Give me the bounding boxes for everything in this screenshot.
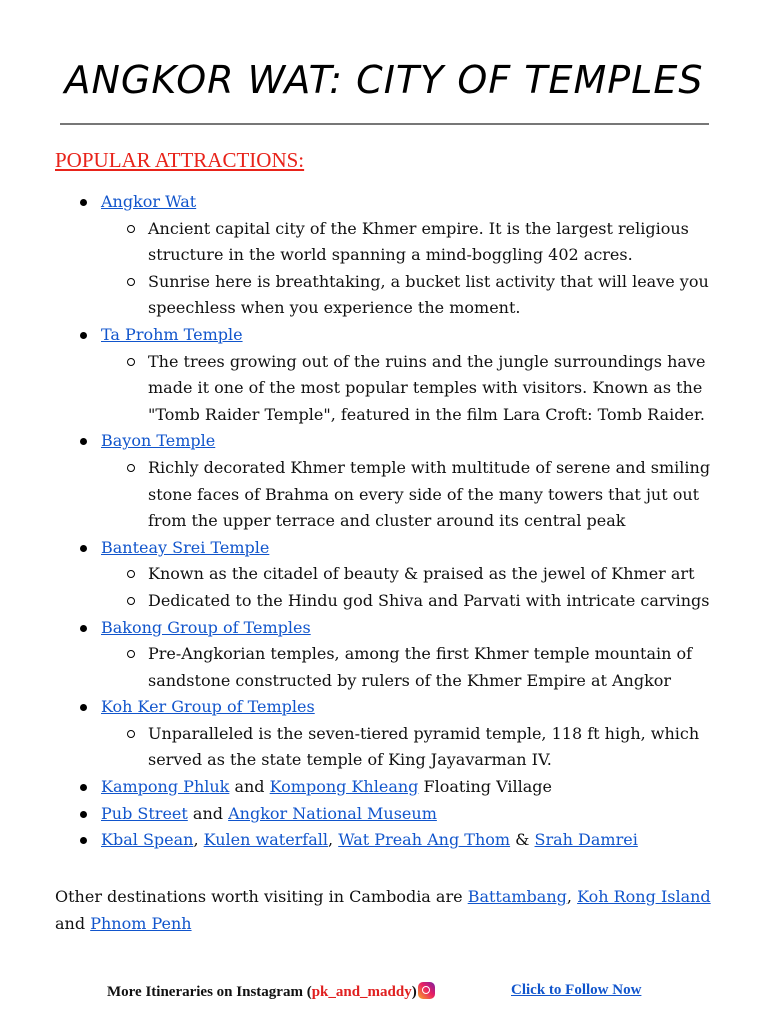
kampong-phluk-link[interactable]: Kampong Phluk bbox=[101, 777, 230, 797]
sub-list bbox=[101, 721, 725, 774]
sub-list bbox=[101, 455, 725, 535]
floating-village-text: Floating Village bbox=[423, 777, 552, 797]
sub-list-item: The trees growing out of the ruins and the jungle surroundings have made it one of the most popular temples with visitors. Known as the "Tomb Raider Temple", featured in the film Lara Croft: Tomb Raider. bbox=[101, 349, 725, 429]
ampersand-text: & bbox=[515, 830, 530, 850]
list-item bbox=[55, 827, 725, 854]
attractions-list-container bbox=[55, 189, 725, 854]
sub-list bbox=[101, 641, 725, 694]
instagram-promo bbox=[107, 982, 435, 1001]
koh-rong-island-link[interactable]: Koh Rong Island bbox=[577, 887, 711, 906]
attraction-link-koh-ker[interactable]: Koh Ker Group of Temples bbox=[101, 697, 315, 717]
kbal-spean-link[interactable]: Kbal Spean bbox=[101, 830, 194, 850]
list-item bbox=[55, 322, 725, 428]
kompong-khleang-link[interactable]: Kompong Khleang bbox=[269, 777, 419, 797]
sub-list-item: Known as the citadel of beauty & praised as the jewel of Khmer art bbox=[101, 561, 725, 588]
other-destinations-paragraph bbox=[55, 884, 715, 937]
title-divider bbox=[60, 123, 709, 125]
separator-text: , bbox=[193, 830, 199, 850]
wat-preah-ang-thom-link[interactable]: Wat Preah Ang Thom bbox=[338, 830, 511, 850]
conjunction-text: and bbox=[55, 913, 86, 933]
attraction-link-bakong[interactable]: Bakong Group of Temples bbox=[101, 617, 311, 637]
srah-damrei-link[interactable]: Srah Damrei bbox=[534, 830, 638, 850]
conjunction-text: and bbox=[192, 803, 223, 823]
other-destinations-intro: Other destinations worth visiting in Cambodia are bbox=[55, 887, 463, 906]
list-item bbox=[55, 774, 725, 801]
kulen-waterfall-link[interactable]: Kulen waterfall bbox=[203, 830, 328, 850]
instagram-promo-close: ) bbox=[411, 984, 417, 1000]
attraction-link-ta-prohm[interactable]: Ta Prohm Temple bbox=[101, 324, 243, 344]
sub-list-item: Dedicated to the Hindu god Shiva and Parvati with intricate carvings bbox=[101, 588, 725, 615]
sub-list-item: Richly decorated Khmer temple with multitude of serene and smiling stone faces of Brahma on every side of the many towers that jut out from the upper terrace and cluster around its central peak bbox=[101, 455, 725, 535]
instagram-icon[interactable] bbox=[418, 982, 435, 999]
attraction-link-bayon[interactable]: Bayon Temple bbox=[101, 431, 216, 451]
section-heading: POPULAR ATTRACTIONS: bbox=[55, 148, 305, 172]
phnom-penh-link[interactable]: Phnom Penh bbox=[90, 913, 192, 933]
attraction-link-angkor-wat[interactable]: Angkor Wat bbox=[101, 192, 197, 211]
attraction-link-banteay-srei[interactable]: Banteay Srei Temple bbox=[101, 537, 270, 557]
instagram-promo-text: More Itineraries on Instagram ( bbox=[107, 984, 312, 1000]
pub-street-link[interactable]: Pub Street bbox=[101, 803, 188, 823]
angkor-national-museum-link[interactable]: Angkor National Museum bbox=[228, 803, 437, 823]
list-item bbox=[55, 428, 725, 534]
sub-list-item: Unparalleled is the seven-tiered pyramid temple, 118 ft high, which served as the state temple of King Jayavarman IV. bbox=[101, 721, 725, 774]
sub-list bbox=[101, 561, 725, 614]
sub-list-item: Pre-Angkorian temples, among the first Khmer temple mountain of sandstone constructed by rulers of the Khmer Empire at Angkor bbox=[101, 641, 725, 694]
sub-list-item: Sunrise here is breathtaking, a bucket list activity that will leave you speechless when you experience the moment. bbox=[101, 269, 725, 322]
attractions-list bbox=[55, 189, 725, 854]
separator-text: , bbox=[328, 830, 334, 850]
sub-list-item: Ancient capital city of the Khmer empire. It is the largest religious structure in the world spanning a mind-boggling 402 acres. bbox=[101, 216, 725, 269]
conjunction-text: and bbox=[234, 777, 265, 797]
list-item bbox=[55, 694, 725, 774]
page-title: ANGKOR WAT: CITY OF TEMPLES bbox=[64, 58, 704, 102]
list-item bbox=[55, 615, 725, 695]
list-item bbox=[55, 535, 725, 615]
separator-text: , bbox=[566, 887, 572, 906]
list-item bbox=[55, 801, 725, 828]
instagram-handle[interactable]: pk_and_maddy bbox=[311, 984, 412, 1000]
list-item bbox=[55, 189, 725, 322]
sub-list bbox=[101, 349, 725, 429]
battambang-link[interactable]: Battambang bbox=[467, 887, 567, 906]
follow-now-link[interactable]: Click to Follow Now bbox=[511, 982, 642, 998]
sub-list bbox=[101, 216, 725, 322]
